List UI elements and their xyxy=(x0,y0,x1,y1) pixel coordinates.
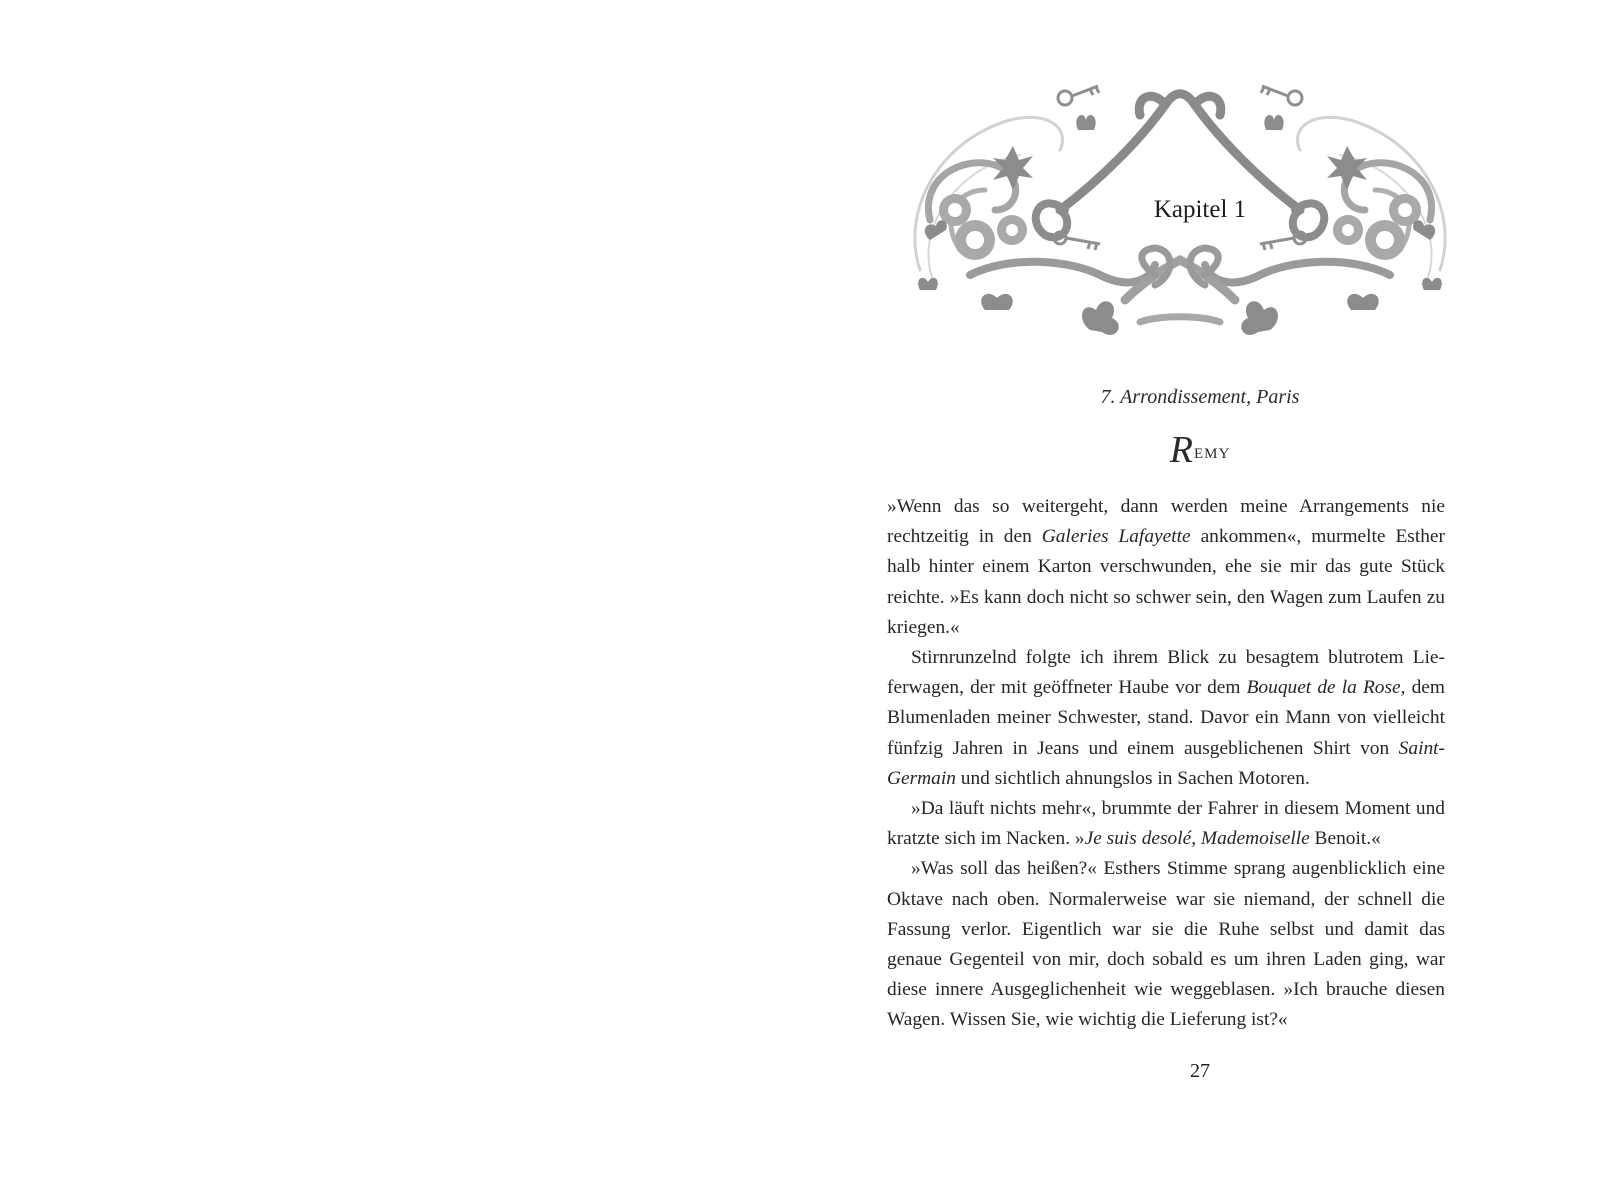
paragraph xyxy=(887,854,1445,1035)
text-run: Benoit.« xyxy=(1309,828,1381,850)
text-run: und sichtlich ahnungslos in Sachen Motoren. xyxy=(955,767,1310,789)
paragraph xyxy=(887,794,1445,854)
text-run: dem Blumenladen meiner Schwester, stand. Davor ein Mann von vielleicht fünfzig Jahren in Jeans und einem ausgeblichenen Shirt von xyxy=(887,677,1445,759)
text-run: »Wenn das so weitergeht, dann werden meine Arrangements nie rechtzeitig in den xyxy=(887,496,1445,548)
text-run: »Was soll das heißen?« Esthers Stimme sprang augenblicklich eine Oktave nach oben. Normalerweise war sie niemand, der schnell die Fassung verlor. Eigentlich war sie die Ruhe selbst und damit das genaue Gegenteil von mir, doch sobald es um ihren Laden ging, war diese innere Ausgeglichenheit wie weggeblasen. »Ich brauche diesen Wagen. Wissen Sie, wie wichtig die Lieferung ist?« xyxy=(887,858,1445,1031)
paragraph xyxy=(887,492,1445,643)
chapter-body-text xyxy=(887,492,1445,1036)
narrator-rest: emy xyxy=(1193,438,1231,463)
chapter-location: 7. Arrondissement, Paris xyxy=(1100,386,1300,408)
paragraph xyxy=(887,643,1445,794)
text-run: ankommen«, murmelte Esther halb hinter einem Karton verschwunden, ehe sie mir das gute Stück reichte. »Es kann doch nicht so schwer sein, den Wagen zum Laufen zu kriegen.« xyxy=(887,526,1445,638)
text-run: »Da läuft nichts mehr«, brummte der Fahrer in diesem Moment und kratzte sich im Nacken. » xyxy=(887,798,1445,850)
text-run: Stirnrunzelnd folgte ich ihrem Blick zu besagtem blutrotem Lieferwagen, der mit geöffneter Haube vor dem xyxy=(887,647,1445,699)
italic-run: Je suis desolé, Mademoiselle xyxy=(1084,828,1310,850)
page-number: 27 xyxy=(1190,1060,1210,1082)
italic-run: Galeries Lafayette xyxy=(1041,526,1191,548)
narrator-name xyxy=(800,428,1600,472)
right-page xyxy=(800,0,1600,1186)
narrator-initial: R xyxy=(1169,429,1194,471)
italic-run: Bouquet de la Rose, xyxy=(1246,677,1406,699)
italic-run: Saint-Germain xyxy=(887,737,1445,789)
chapter-title: Kapitel 1 xyxy=(1153,196,1247,223)
